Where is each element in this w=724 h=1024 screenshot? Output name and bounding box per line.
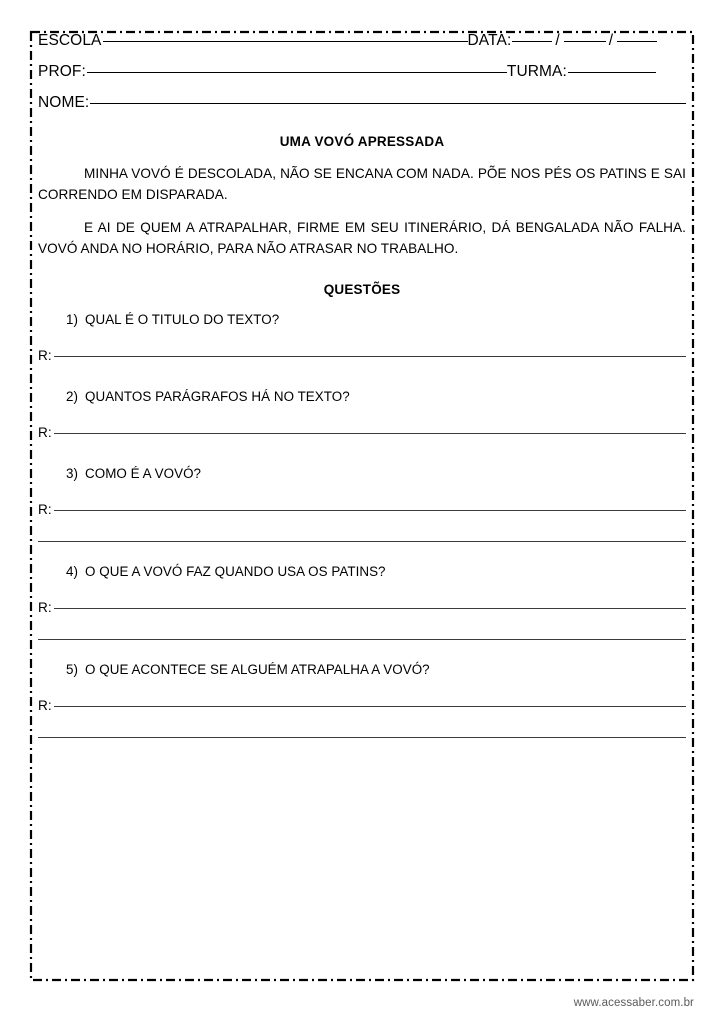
answer-line-4-b[interactable]: [38, 639, 686, 640]
footer-website: www.acessaber.com.br: [573, 997, 694, 1009]
answer-label-3: R:: [38, 501, 52, 517]
answer-line-5-a[interactable]: [54, 706, 686, 707]
escola-label: ESCOLA: [38, 32, 102, 49]
question-1-text: [38, 312, 686, 327]
answer-line-1-a[interactable]: [54, 356, 686, 357]
question-5-prompt: O QUE ACONTECE SE ALGUÉM ATRAPALHA A VOVÓ?: [85, 661, 430, 677]
question-block-4: [38, 564, 686, 640]
answer-row-5: [38, 698, 686, 713]
data-year-line[interactable]: [617, 41, 657, 42]
answer-row-3: [38, 502, 686, 517]
answer-label-1: R:: [38, 347, 52, 363]
question-1-prompt: QUAL É O TITULO DO TEXTO?: [85, 311, 280, 327]
answer-label-4: R:: [38, 599, 52, 615]
nome-input-line[interactable]: [90, 103, 686, 104]
turma-label: TURMA:: [506, 63, 567, 80]
answer-label-5: R:: [38, 697, 52, 713]
question-block-2: [38, 389, 686, 440]
answer-line-3-a[interactable]: [54, 510, 686, 511]
worksheet-content: [38, 32, 686, 760]
answer-row-1: [38, 348, 686, 363]
text-paragraph-1: MINHA VOVÓ É DESCOLADA, NÃO SE ENCANA COM NADA. PÕE NOS PÉS OS PATINS E SAI CORRENDO EM DISPARADA.: [38, 166, 686, 202]
question-2-prompt: QUANTOS PARÁGRAFOS HÁ NO TEXTO?: [85, 388, 350, 404]
prof-input-line[interactable]: [87, 72, 507, 73]
nome-label: NOME:: [38, 94, 90, 111]
question-4-text: [38, 564, 686, 579]
answer-line-5-b[interactable]: [38, 737, 686, 738]
answer-row-4: [38, 600, 686, 615]
question-2-text: [38, 389, 686, 404]
field-row-nome: [38, 94, 686, 112]
answer-row-2: [38, 425, 686, 440]
question-block-1: [38, 312, 686, 363]
turma-input-line[interactable]: [568, 72, 656, 73]
question-4-number: 4): [66, 563, 79, 579]
question-5-number: 5): [66, 661, 79, 677]
question-4-prompt: O QUE A VOVÓ FAZ QUANDO USA OS PATINS?: [85, 563, 386, 579]
answer-label-2: R:: [38, 424, 52, 440]
prof-label: PROF:: [38, 63, 86, 80]
data-day-line[interactable]: [512, 41, 552, 42]
question-3-number: 3): [66, 465, 79, 481]
questions-heading: QUESTÕES: [323, 281, 401, 297]
question-1-number: 1): [66, 311, 79, 327]
escola-input-line[interactable]: [103, 41, 468, 42]
date-separator-1: /: [555, 32, 560, 49]
text-paragraph-2: E AI DE QUEM A ATRAPALHAR, FIRME EM SEU ITINERÁRIO, DÁ BENGALADA NÃO FALHA. VOVÓ ANDA NO HORÁRIO, PARA NÃO ATRASAR NO TRABALHO.: [38, 220, 686, 256]
question-block-5: [38, 662, 686, 738]
field-row-escola-data: [38, 32, 686, 50]
answer-line-4-a[interactable]: [54, 608, 686, 609]
answer-line-2-a[interactable]: [54, 433, 686, 434]
question-block-3: [38, 466, 686, 542]
answer-line-3-b[interactable]: [38, 541, 686, 542]
question-3-text: [38, 466, 686, 481]
data-label: DATA:: [467, 32, 512, 49]
question-3-prompt: COMO É A VOVÓ?: [85, 465, 202, 481]
question-5-text: [38, 662, 686, 677]
date-separator-2: /: [608, 32, 614, 49]
data-month-line[interactable]: [564, 41, 606, 42]
text-title: UMA VOVÓ APRESSADA: [279, 134, 445, 149]
field-row-prof-turma: [38, 63, 686, 81]
question-2-number: 2): [66, 388, 79, 404]
